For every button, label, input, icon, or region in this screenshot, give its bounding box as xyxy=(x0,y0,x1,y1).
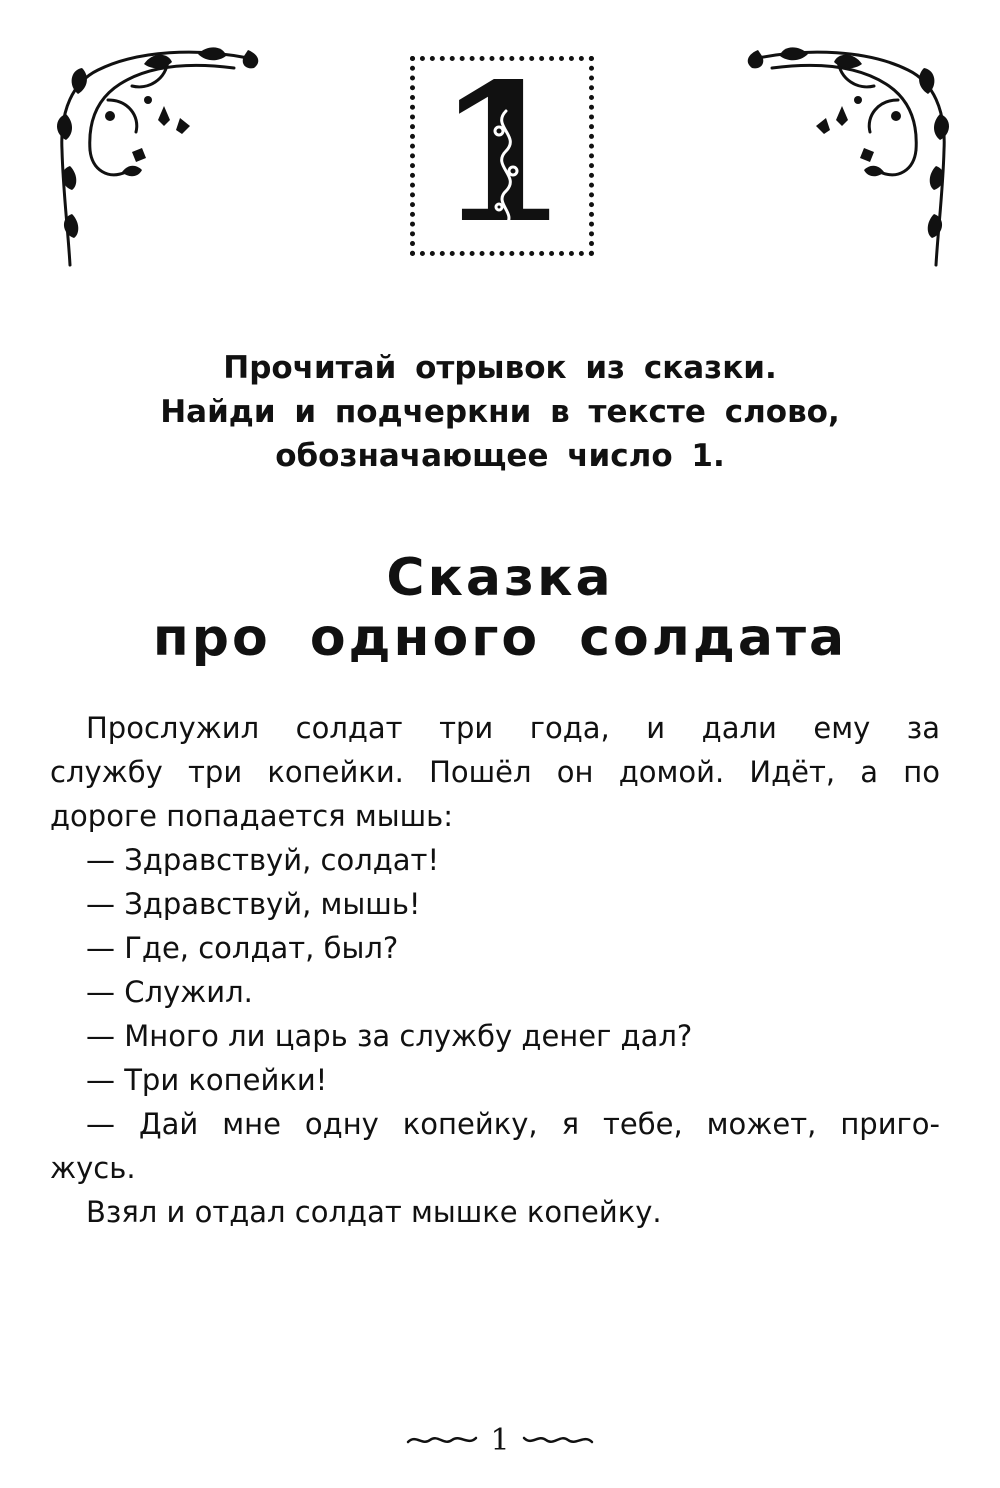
story-line: дороге попадается мышь: xyxy=(50,799,454,833)
floral-corner-icon xyxy=(738,40,958,270)
wave-ornament-icon xyxy=(406,1432,478,1448)
dialogue-line: — Дай мне одну копейку, я тебе, может, приго- xyxy=(86,1107,940,1141)
large-page-number: 1 xyxy=(435,42,569,265)
page-number: 1 xyxy=(490,1422,510,1458)
instruction-line: Прочитай отрывок из сказки. xyxy=(223,350,777,386)
instruction-line: обозначающее число 1. xyxy=(275,438,725,474)
dialogue-line: — Здравствуй, солдат! xyxy=(86,843,440,877)
story-title-line: про одного солдата xyxy=(152,608,848,668)
instruction-line: Найди и подчеркни в тексте слово, xyxy=(160,394,840,430)
story-line: службу три копейки. Пошёл он домой. Идёт, а по xyxy=(50,755,940,789)
dialogue-line: — Много ли царь за службу денег дал? xyxy=(86,1019,693,1053)
dialogue-line: жусь. xyxy=(50,1151,136,1185)
page-footer xyxy=(380,1420,620,1460)
large-number-frame xyxy=(410,42,594,265)
dialogue-line: — Три копейки! xyxy=(86,1063,328,1097)
task-instructions xyxy=(60,346,940,478)
story-line: Взял и отдал солдат мышке копейку. xyxy=(86,1195,662,1229)
floral-digit-pattern-icon xyxy=(481,101,531,231)
story-title-line: Сказка xyxy=(386,548,614,608)
dialogue-line: — Здравствуй, мышь! xyxy=(86,887,421,921)
wave-ornament-icon xyxy=(522,1432,594,1448)
floral-corner-icon xyxy=(48,40,268,270)
story-title xyxy=(60,548,940,668)
dialogue-line: — Где, солдат, был? xyxy=(86,931,399,965)
dialogue-line: — Служил. xyxy=(86,975,253,1009)
story-text xyxy=(50,706,940,1234)
story-line: Прослужил солдат три года, и дали ему за xyxy=(86,711,940,745)
